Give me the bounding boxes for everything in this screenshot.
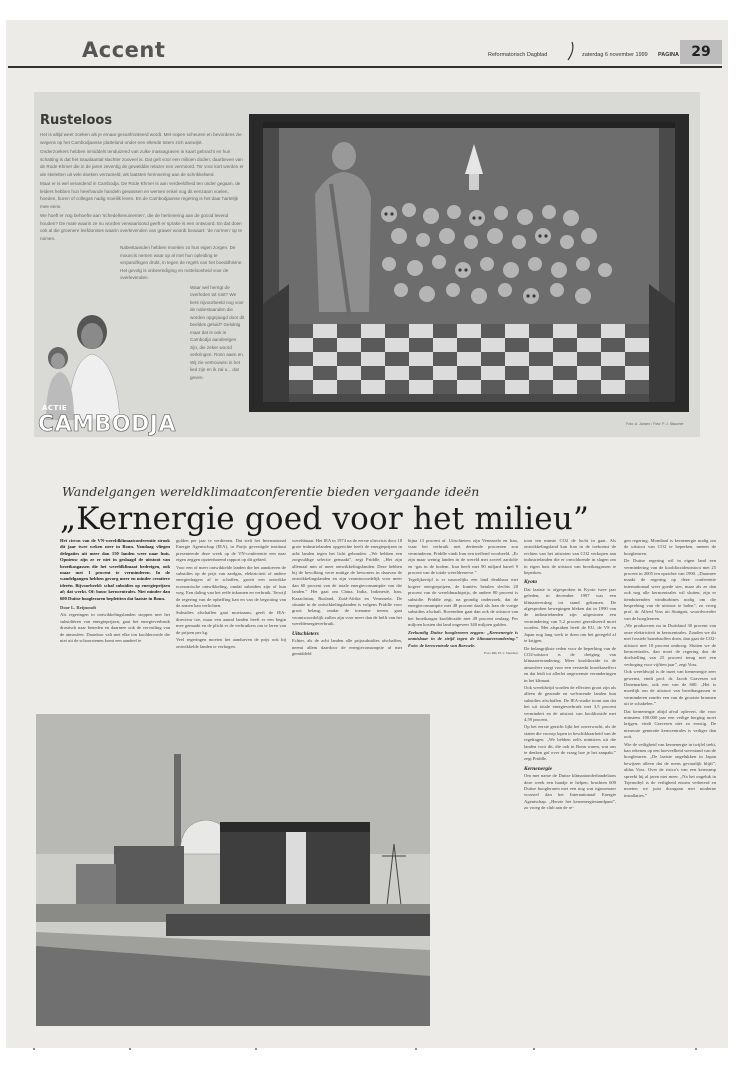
article-paragraph: wereldmaar. Het IEA in 1974 na de eerste oliecrisis door 18 grote industrielanden opgerichte heeft de energieprijzen in acht landen tegen het licht gehouden. „We hebben een zorgvuldige selectie gemaakt”, zegt Priddle. „Het zijn allemaal min of meer ontwikkelingslanden. Deze hebben bij de bevolking verre nuttige de bewoners in daarvan de ontwikkelingslanden en zijn verantwoordelijk voor meer dan 60 procent van de totale energieconsumptie van die landen.” Het gaat om China, India, Indonesië, Iran, Kazachstan, Rusland, Zuid-Afrika en Venezuela. De situatie in de ontwikkelingslanden is volgens Priddle voor groot belang, omdat de toename tevens gaat verantwoordelijk zullen zijn voor meer dan de helft van het wereldenergieverbruik.	[292, 538, 402, 627]
feature-title: Rusteloos	[40, 113, 113, 128]
feature-paragraph: Waar wel herrigt de overleden tot rust? We kent nijvoorbeeld nog voor de nabestaanden die worden opgejaagd door dit beeldes geluid? Geluktig maar dat is ook in Cambodja aandeelgen zijn, die zeker woord verkringen. Ronn aaen en. Wij zie vertrouwen in het lied zijn en ik zal u... dat geven.	[190, 284, 245, 380]
feature-paragraph: We hoeft er nog behoefte aan ‘schedelkenuinenten’, die de herinnering aan de gocod levend houden? De mate waarin ze nu worden verwaarloosd geeft er sprake is een ontwoord. En dat doen ook al die groenere leefdonises waarin overlevenden van grawer woordt bewaart: ‘de normen’ op te ruimen.	[40, 213, 243, 241]
article-paragraph: Voor een of meer ontwikkelde landen die het aandoeven de subsidies op de prijs van aardgas, elektriciteit of andere energiedragers af te schaffen, groeit een ontwikke economische ontwikkeling, omdat subsidies zijn of hun weg. Een daling van het reële inkomen en verbruik. Terwijl de regering van de opheffing kan en van de begroting van de armen kan verlichten.	[176, 564, 286, 609]
photo-caption: Zeekundig Duitse hoogleraren zeggen: „Kernenergie is onmisbaar in de strijd tegen de klimaatverandering.” Foto: de kerncentrale van Borssele.	[408, 629, 518, 648]
feature-paragraph: Onderzoekers hebben inmiddels tenduizend van zulke massagraven in kaart gebracht en hun schatting is dat het totaalaantal slachter zooveel is. Dat gelt voor een milioen doden; daarbeven van de Rode Khmer die in de jaren zeventig de gewelddie relazer een vermoord. Tor voor kort werden er ale skeletten uit vele doeken verzameld, als laatsten herinnering aan de schrikkelwed.	[40, 149, 244, 177]
issue-date: zaterdag 6 november 1999	[582, 52, 648, 58]
article-paragraph: „We produceren nu in Duitsland 30 procent van onze elektriciteit in kerncentrales. Zouden we dit met fossiele brandstoffen doen, dan gaat de CO2-uitstoot met 18 procent omhoog. Sluiten we de kerncentrales, dan moet de regering dus de doelstelling van 25 procent terug met een verhoging voor vijftien jaar”, zegt Voss.	[624, 623, 716, 667]
article-paragraph: Om met name de Duitse klimaatonderhandelaars deze week een handje te helpen, brachten 600 Duitse hoogleraren met een nog wat rigoureuzer voorstel dan het Internationaal Energie Agentschap. „Herzie het kernenergiestandpunt”, zo vroeg de club aan de re-	[524, 773, 616, 811]
article-paragraph: Subsidies afschaffen gaat moeizaam, geeft de IEA-directeur toe, maar een aantal landen heeft er een begin mee gemaakt en de plicht er de verbruikers om te leren van de prijzen per kg.	[176, 610, 286, 635]
article-paragraph: Wie de veiligheid van kernenergie in twijfel trekt, kan rekenen op een hoeveelheid weerstand van de hoogleraren. „De laatste ongelukken in Japan bewijzen alleen dat de mens gevaarlijk blijft”, aldus Voss. Over de risico's van een kernramp spreekt hij al jaren niet meer. „Na het ongeluk in Tsjernobyl is de veiligheid enorm verbeterd en moeten we juist doorgaan met moderne installaties.”	[624, 741, 716, 798]
subheading-kyoto: Kyoto	[524, 579, 538, 586]
section-title: Accent	[82, 38, 166, 62]
article-headline: „Kernergie goed voor het milieu”	[60, 501, 590, 537]
feature-paragraph: Nabestaanden hebben moeiten zo hun eigen zorgen. De mouncis nemen waar op al met hun opleiding te verpandfngen drukt, in tegen de regels van het boeddhisme. Het gevolg is onbevrediging en rusteloosheid voor de overlevenden.	[120, 245, 243, 280]
article-paragraph: Dat laatste is afgesproken in Kyoto twee jaar geleden, in december 1997 was een klimaatverdrag tot stand gekomen. De afgesproken bewegingen bleken dat in 1990 van de industrielanden zijn uitgestoten een vermindering van 5,2 procent gerealiseerd moet worden. Met afspraken heeft de EU, de VS en Japan nog lang werk te doen om het geregeld af te krijgen.	[524, 586, 616, 644]
feature-paragraph: Maar er is wel verandend in Cambodja. De Rode Khmer is aan verdeeldheid ten onder gegaan, de leiders hebben hun heerlvande handeln gewassen en wemen enkel nog dit eenzaam voelen, hoeden, buren of collegas nadig moeilik leven. En de Cambodjaanse regering is het daar hartelijk mee eens.	[40, 181, 241, 209]
article-paragraph: Ook wereldwijd worden de effecten groot zijn als alleen de gezonde en welvarende landen hun subsidies afschaffen. De IEA-studie toont aan dat het uit totale energieverbruik met 3,5 procent vermindert en de uitstoot van kooldioxide met 4,59 procent.	[524, 684, 616, 722]
article-column-2	[176, 538, 286, 710]
article-paragraph: De belangrijkste reden voor de beperking van de CO2-uitstoot is de dreiging van klimaatverandering. Meer kooldioxide in de atmosfeer zorgt voor een versterkt broeikaseffect en dat leidt tot allerlei ongewenste veranderingen in het klimaat.	[524, 645, 616, 683]
header-rule	[8, 66, 722, 68]
article-column-3	[292, 538, 402, 710]
article-byline: Door L. Reijnoudt	[60, 605, 97, 611]
article-paragraph: Echter, als de acht landen alle prijssubsidies afschaffen, neemt allem daardoor de energieconsumptie af met gemiddeld	[292, 638, 402, 656]
nuclear-plant-photo	[36, 714, 430, 1026]
article-paragraph: Als regeringen in ontwikkelingslanden stoppen met het subsidiëren van energieprijzen, gaat het energieverbruik drastisch naar beneden en daarmee ook de vervuiling van de atmosfeer. Daardoor valt met elke ton koolderoxide die niet uit de schoorstenen komt een aandeel te	[60, 612, 170, 644]
article-paragraph: Tegelijkertijd is er nauwelijks een land denkbaar met hogere energieprijzen, de Iraniërs betalen slechts 20 procent van de wereldmarktprijs, de andere 80 procent is subsidie. Priddle zegt, na grondig onderzoek, dat de energieconsumptie met 48 procent daalt als Iran de vorige subsidies afschaft. Bovendien gaat dan ook de uitstoot van het broeikasgas kooldioxide met 49 procent omlaag. Per miljoen kosten dat land ongeveer 340 miljoen gulden.	[408, 577, 518, 628]
article-column-5	[524, 538, 616, 1026]
article-paragraph: toon ten minste CO2 de lucht in gaat. Als ontwikkelingsland kan Iran in de toekomst de rechten van het uitstoten van CO2 verkopen aan industrielanden die er onvoldoende in slagen om in eigen huis de uitstoot van broeikasgassen te beperken.	[524, 538, 616, 576]
article-paragraph: Op het eerste gezicht lijkt het onverwacht, als de staten die voorop lopen in beschikbaarheid van de regelingen. „We hebben zelfs ministers uit die landen voor dit, die ook in Bonn waren, wat ons te denken gaf over de vraag hoe je het aanpakt.” zegt Priddle.	[524, 724, 616, 762]
skull-memorial-photo	[249, 114, 689, 412]
article-kicker: Wandelgangen wereldklimaatconferentie bieden vergaande ideën	[62, 484, 480, 499]
article-paragraph: De Duitse regering wil in eigen land een vermindering van de kooldioxideuitstoot met 25 procent in 2005 ten opzichte van 1990. „Daarmee maakt de regering op deze conferentie internationaal weer goede sier, maar als ze dan ook nog alle kerncentrales wil sluiten, zijn er tienduizenden windturbines nodig om die bespreking van de uitstoot te halen”, zo vroeg prof. dr. Alfred Voss uit Stuttgart, woordvoerder van de hoogleraren.	[624, 558, 716, 621]
article-paragraph: gulden per jaar te verdienen. Dat stelt het International Energie Agentschap (IEA), in Parijs gevestigde instituut presenteerde deze week op de VN-conferentie een naar eigen zeggen opzienbarend rapport op dit gebied.	[176, 538, 286, 563]
article-column-4	[408, 538, 518, 710]
subheading-kernenergie: Kernenergie	[524, 765, 553, 772]
article-intro: Het circus van de VN-wereldklimaatconferentie strook dit jaar twee weken neer in Bonn. Vandaag vliegen delegaties uit meer dan 150 landen weer naar huis. Opnieuw zijn ze er niet in geslaagd de uitstoot van broeikasgassen die het wereldklimaat bedreigen, ook maar met 1 procent te verminderen. In de wandelgangen hebben gevorg meer en minder creatieve ideeën. Bijvoorbeeld: schaf subsidies op energieprijzen af; dat werkt. Of: bouw kerncentrales. Niet minder dan 600 Duitse hoogleraren bepleitten dat laatste in Bonn.	[60, 538, 170, 601]
page-bottom-edge	[6, 1040, 728, 1048]
photo-credit-bottom: Foto RD, H. v. Staucher	[484, 650, 518, 655]
actie-label: ACTIE	[42, 404, 68, 412]
article-paragraph: Veel regeringen moeten het aandurven de prijs ook bij ontwikkelde landen te verhogen.	[176, 637, 286, 649]
article-paragraph: gen regering. Mondiaal is kernenergie nodig om de uitstoot van CO2 te beperken, menen de hoogleraren.	[624, 538, 716, 556]
article-column-6	[624, 538, 716, 1026]
article-column-1	[60, 538, 170, 646]
article-paragraph: bijna 13 procent af. Uitschieters zijn Venezuela en Iran, waar het verbruik met dertiende procenten zou verminderen. Priddle vindt Iran een treffend voorbeeld. „Er zijn maar weinig landen in de wereld met zoveel aardolie en -gas in de bodem. Iran heeft met 90 miljard barrel 9 procent van de totale wereldreserve.”	[408, 538, 518, 576]
cambodja-label: CAMBODJA	[38, 412, 177, 437]
article-paragraph: Ook wereldwijd is de inzet van kernenergie zeer gewenst, vindt prof. dr. Jacob Gravesen uit Denemarken, ook een van de 600. „Het is moeilijk om de uitstoot van broeikasgassen te verminderen zonder een van de grootste bronnen uit te schakelen.”	[624, 669, 716, 707]
paper-swoosh-icon	[566, 40, 576, 62]
page-label: PAGINA	[658, 52, 679, 58]
subheading-uitschieters: Uitschieters	[292, 630, 319, 637]
feature-paragraph: Het is altijd weer zoeken als je ernaar gecanfronteerd wordt. Met nopen scheuren en bevordens zie wegens op het Cambodjaanse platteland onder een ellende totem zich aanwijst.	[40, 132, 242, 145]
article-paragraph: Dat kernenergie altijd afval oplevert, die voor minstens 100.000 jaar een veilige berging moet krijgen, vindt Gravesen niet zo ernstig. De nieuwste generatie kerncentrales is veiliger dan ooit.	[624, 708, 716, 740]
photo-credit: Foto: A. Jansen / Foto: P. J. Staucher	[626, 422, 684, 426]
paper-name: Reformatorisch Dagblad	[488, 52, 548, 58]
page-number: 29	[680, 40, 722, 64]
